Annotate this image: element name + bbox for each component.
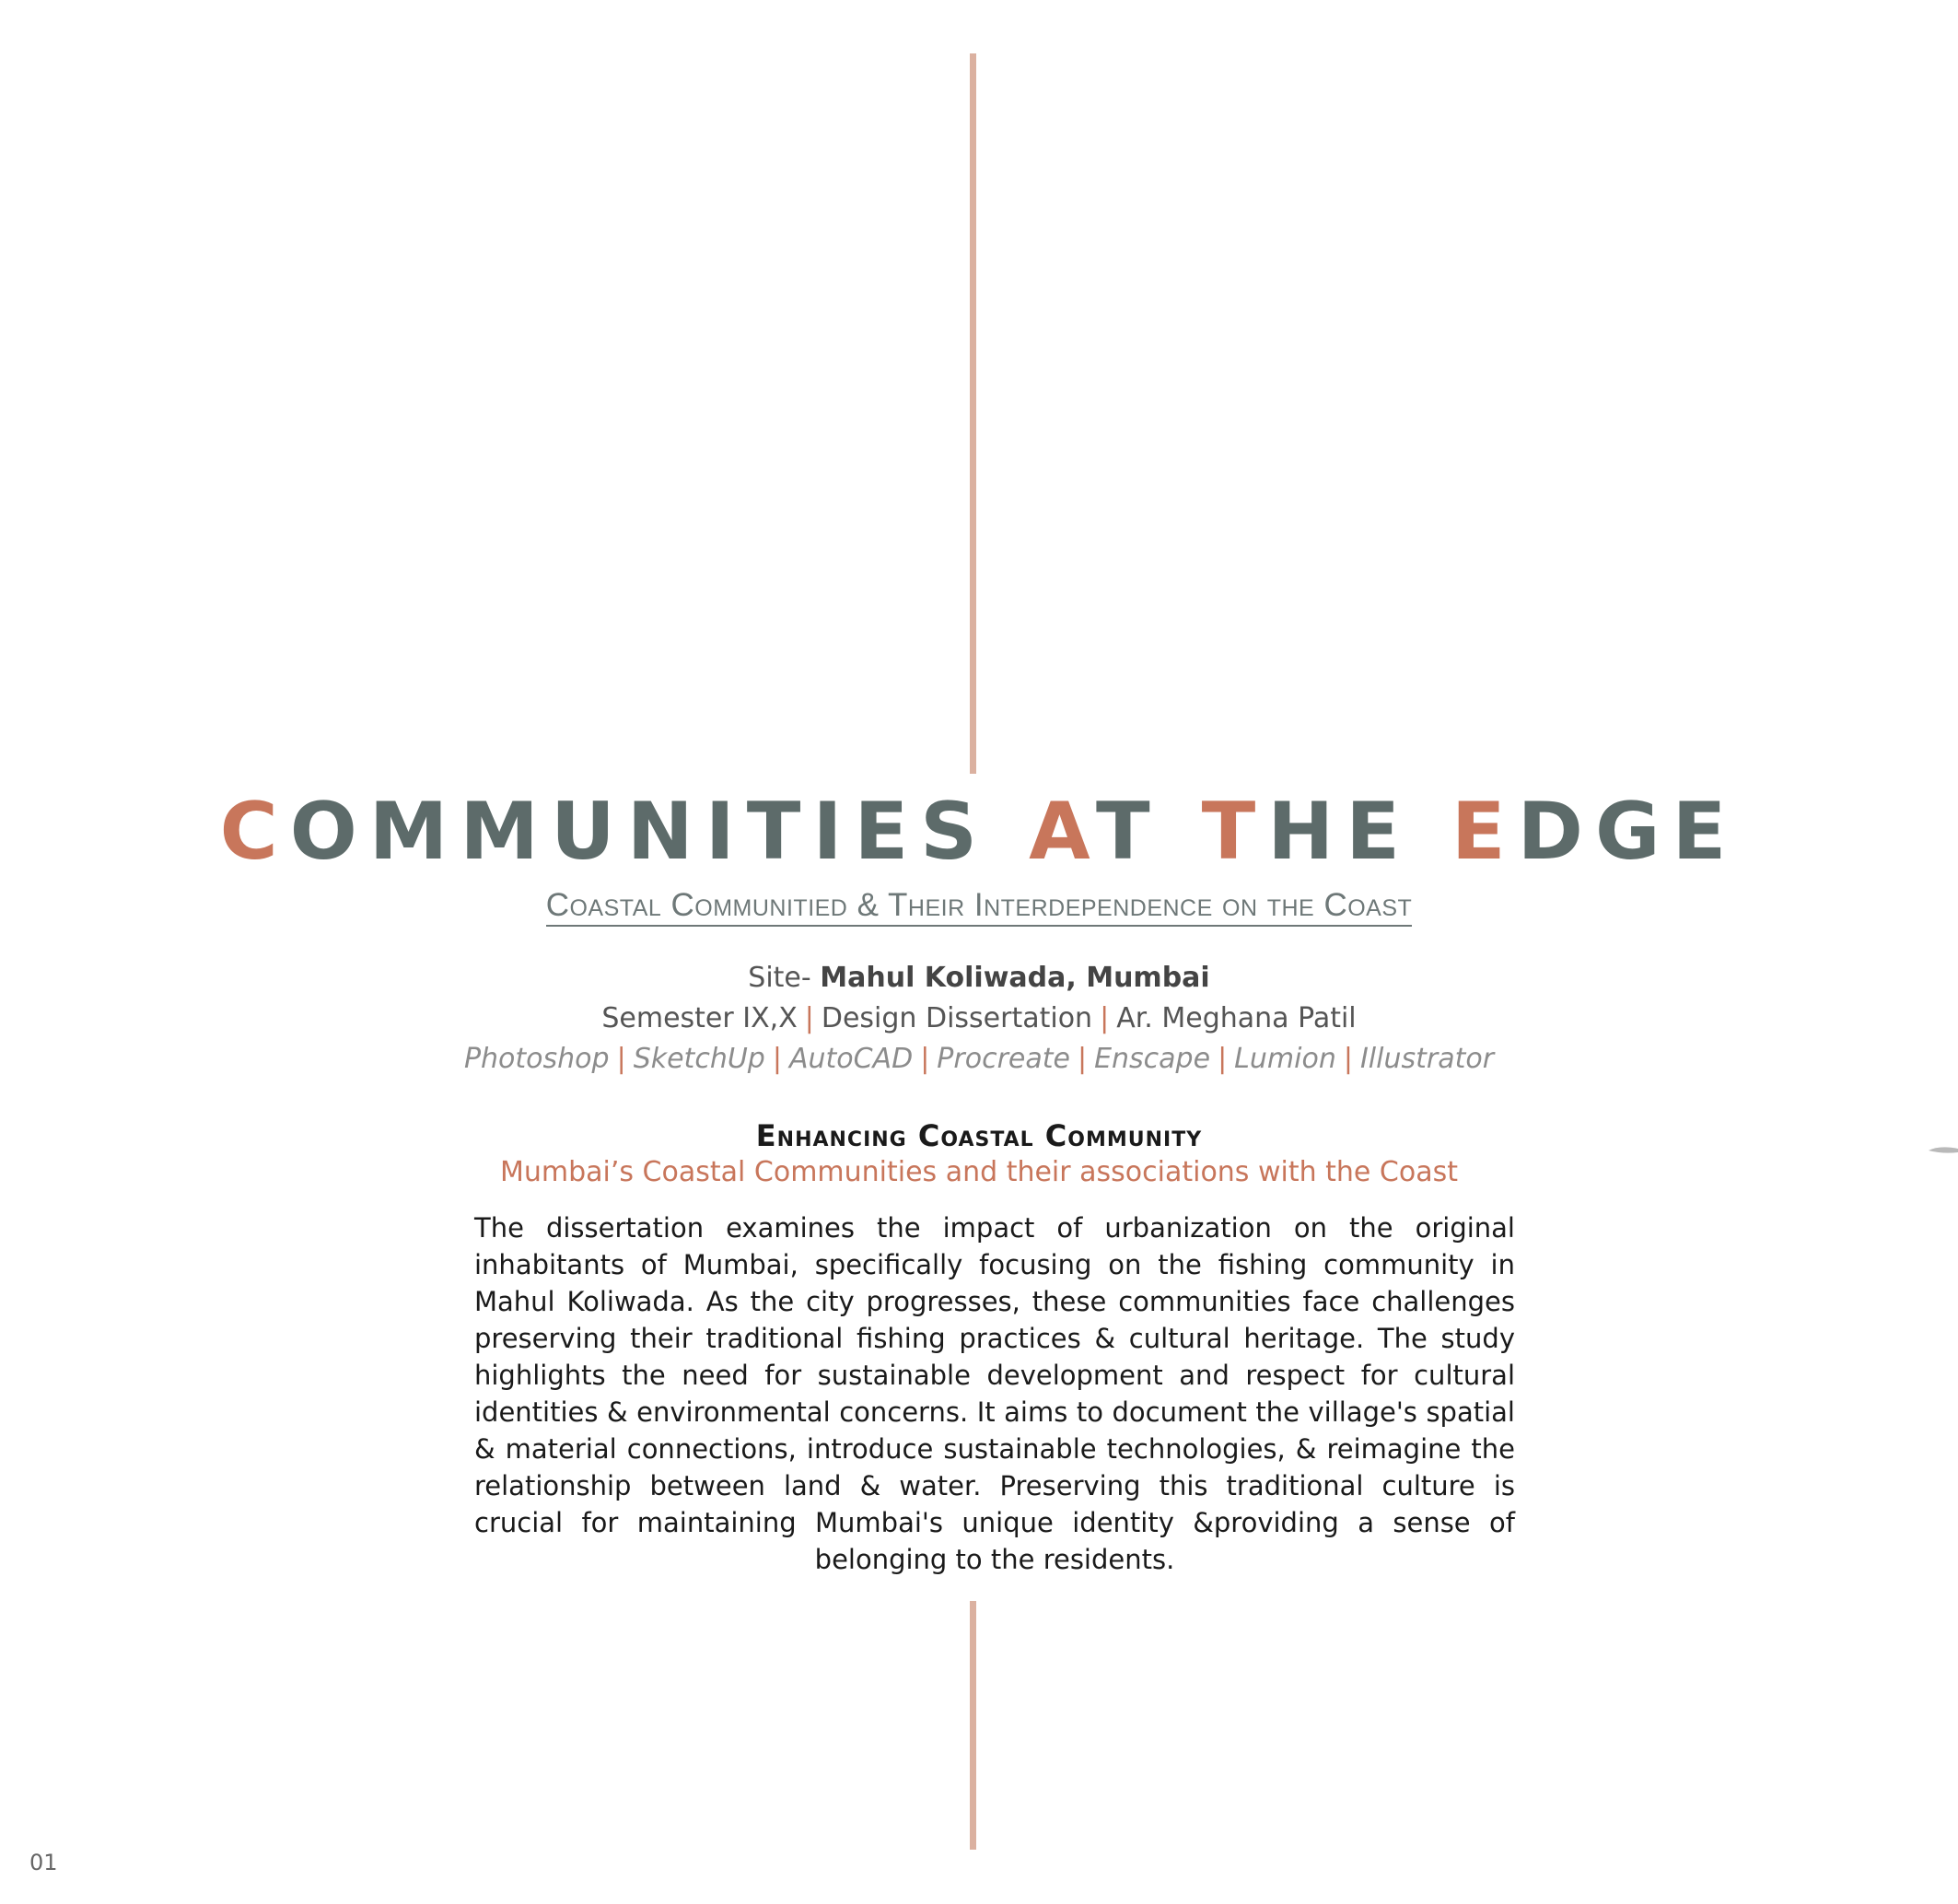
site-line	[0, 958, 1958, 999]
page-number: 01	[29, 1850, 58, 1875]
separator: |	[616, 1043, 626, 1075]
tool-item: Procreate	[937, 1043, 1070, 1075]
subtitle	[0, 882, 1958, 929]
title-part: OMMUNITIES	[289, 786, 1030, 878]
title-part: HE	[1267, 786, 1451, 878]
bird-graphic	[1927, 1143, 1958, 1156]
separator: |	[1077, 1043, 1088, 1075]
separator: |	[804, 1002, 814, 1034]
vertical-divider-top	[970, 53, 976, 774]
title-part: C	[219, 786, 290, 878]
tool-item: Enscape	[1094, 1043, 1211, 1075]
title-part: T	[1095, 786, 1202, 878]
software-list	[0, 1039, 1958, 1080]
site-label: Site-	[748, 962, 811, 994]
page-title	[0, 781, 1958, 882]
tool-item: Illustrator	[1359, 1043, 1495, 1075]
semester-line	[0, 999, 1958, 1039]
title-part: T	[1201, 786, 1268, 878]
semester: Semester IX,X	[601, 1002, 798, 1034]
separator: |	[1218, 1043, 1228, 1075]
separator: |	[1343, 1043, 1353, 1075]
title-part: A	[1029, 786, 1096, 878]
tool-item: Photoshop	[463, 1043, 610, 1075]
site-value: Mahul Koliwada, Mumbai	[820, 962, 1210, 994]
title-part: E	[1451, 786, 1518, 878]
tool-item: Lumion	[1234, 1043, 1336, 1075]
title-part: DGE	[1517, 786, 1739, 878]
separator: |	[772, 1043, 782, 1075]
tool-item: SketchUp	[633, 1043, 765, 1075]
guide: Ar. Meghana Patil	[1116, 1002, 1357, 1034]
tool-item: AutoCAD	[788, 1043, 914, 1075]
subtitle-text: Coastal Communitied & Their Interdependence on the Coast	[546, 887, 1413, 927]
section-subheading: Mumbai’s Coastal Communities and their associations with the Coast	[499, 1156, 1459, 1188]
abstract-paragraph: The dissertation examines the impact of urbanization on the original inhabitants of Mumbai, specifically focusing on the fishing community in Mahul Koliwada. As the city progresses, these communities face challenges preserving their traditional fishing practices & cultural heritage. The study highlights the need for sustainable development and respect for cultural identities & environmental concerns. It aims to document the village's spatial & material connections, introduce sustainable technologies, & reimagine the relationship between land & water. Preserving this traditional culture is crucial for maintaining Mumbai's unique identity &providing a sense of belonging to the residents.	[474, 1212, 1515, 1575]
section-heading: Enhancing Coastal Community	[755, 1118, 1203, 1153]
course: Design Dissertation	[821, 1002, 1093, 1034]
separator: |	[920, 1043, 930, 1075]
vertical-divider-bottom	[970, 1601, 976, 1850]
separator: |	[1100, 1002, 1110, 1034]
